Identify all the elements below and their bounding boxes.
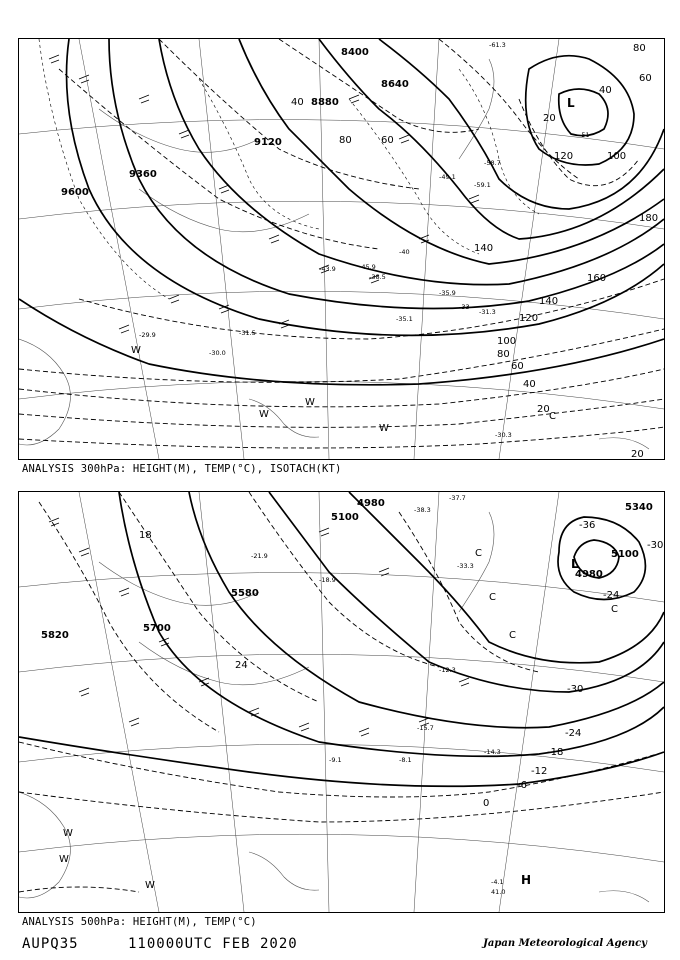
height-labels [61,47,409,198]
temp-value: -35.9 [439,289,456,297]
graticule [19,492,664,912]
station-value: 24 [235,660,248,671]
height-label: 5100 [331,512,359,523]
chart-300hpa [18,38,665,460]
temp-value: -18.9 [319,576,336,584]
temp-value: -29.9 [139,331,156,339]
marker: C [475,548,482,559]
high-pressure-center: H [521,873,532,887]
height-label: 8400 [341,47,369,58]
temp-value: -21.9 [251,552,268,560]
height-label: 5820 [41,630,69,641]
temp-value: -51 [579,131,590,139]
marker: W [63,828,73,839]
marker: W [59,854,69,865]
marker: W [131,345,141,356]
height-label: 5100 [611,549,639,560]
isotach-labels [291,43,658,459]
temp-value: -49.1 [439,173,456,181]
temp-value: -38.5 [369,273,386,281]
isotach-label: 20 [537,404,550,415]
marker: C [509,630,516,641]
temp-value: -58.7 [484,159,501,167]
height-label: 5700 [143,623,171,634]
height-contours [19,492,664,786]
isotach-label: 80 [633,43,646,54]
isotach-label: 120 [554,151,574,162]
isotherm-label: 0 [483,798,490,809]
height-labels [41,498,653,641]
isotach-label: 160 [587,273,607,284]
height-label: 4980 [575,569,603,580]
temp-value: -45.9 [359,263,376,271]
temp-value: -30.0 [209,349,226,357]
temp-value: -35.1 [396,315,413,323]
height-contours [19,39,664,385]
marker: W [305,397,315,408]
isotach-label: 100 [497,336,517,347]
marker: W [379,423,389,434]
height-label: 4980 [357,498,385,509]
temp-value: -9.1 [329,756,342,764]
station-value: -4.1 [491,878,504,886]
temp-value: -31.5 [239,329,256,337]
temp-value: -37.7 [449,494,466,502]
isotach-label: 60 [639,73,652,84]
temp-value: -61.3 [489,41,506,49]
chart-300hpa-caption: ANALYSIS 300hPa: HEIGHT(M), TEMP(°C), ISOTACH(KT) [22,463,342,475]
marker: C [549,411,556,422]
isotach-label: 40 [523,379,536,390]
temp-value: -8.1 [399,756,412,764]
low-pressure-center: L [567,96,575,110]
temp-value: -38.3 [414,506,431,514]
temp-isotherms [39,39,539,299]
temp-value: -12.3 [439,666,456,674]
contour-station-labels [139,530,248,671]
isotherm-label: -24 [565,728,582,739]
marker: C [611,604,618,615]
valid-time: 110000UTC FEB 2020 [128,936,298,952]
isotach-label: 100 [607,151,627,162]
temp-value: -14.3 [484,748,501,756]
height-label: 9120 [254,137,282,148]
temp-values [414,494,474,570]
isotach-label: 40 [291,97,304,108]
temp-value: -30.3 [495,431,512,439]
coastlines [19,512,649,902]
isotherm-label: -24 [603,590,620,601]
isotach-label: 20 [631,449,644,459]
height-label: 5340 [625,502,653,513]
isotherm-label: -30 [647,540,664,551]
chart-300hpa-map [19,39,664,459]
chart-500hpa-caption: ANALYSIS 500hPa: HEIGHT(M), TEMP(°C) [22,916,257,928]
warm-cold-markers [59,548,618,891]
isotherm-label: -12 [531,766,548,777]
height-label: 8640 [381,79,409,90]
isotach-label: 80 [497,349,510,360]
isotach-label: 120 [519,313,539,324]
temp-value: -33.3 [457,562,474,570]
isotach-label: 180 [639,213,659,224]
chart-500hpa [18,491,665,913]
isotach-label: 40 [599,85,612,96]
marker: W [145,880,155,891]
isotach-label: 60 [511,361,524,372]
marker: C [489,592,496,603]
isotherm-label: -18 [547,747,564,758]
agency-name: Japan Meteorological Agency [483,938,647,949]
temp-value: -31.3 [479,308,496,316]
station-value: 41.0 [491,888,506,896]
isotach-label: 140 [539,296,559,307]
isotherm-label: -36 [579,520,596,531]
chart-id: AUPQ35 [22,936,79,952]
isotach-label: 80 [339,135,352,146]
marker: W [259,409,269,420]
height-label: 9600 [61,187,89,198]
temp-value: -59.1 [474,181,491,189]
isotach-label: 140 [474,243,494,254]
height-label: 9360 [129,169,157,180]
height-label: 5580 [231,588,259,599]
temp-value: -43.9 [319,265,336,273]
temp-value: -40 [399,248,410,256]
isotach-label: 60 [381,135,394,146]
temp-value: -15.7 [417,724,434,732]
temp-value: -33 [459,303,470,311]
low-pressure-center: L [571,557,579,571]
station-value: 18 [139,530,152,541]
height-label: 8880 [311,97,339,108]
isotherm-label: -30 [567,684,584,695]
isotherm-label: -6 [517,780,527,791]
isotach-label: 20 [543,113,556,124]
chart-500hpa-map [19,492,664,912]
